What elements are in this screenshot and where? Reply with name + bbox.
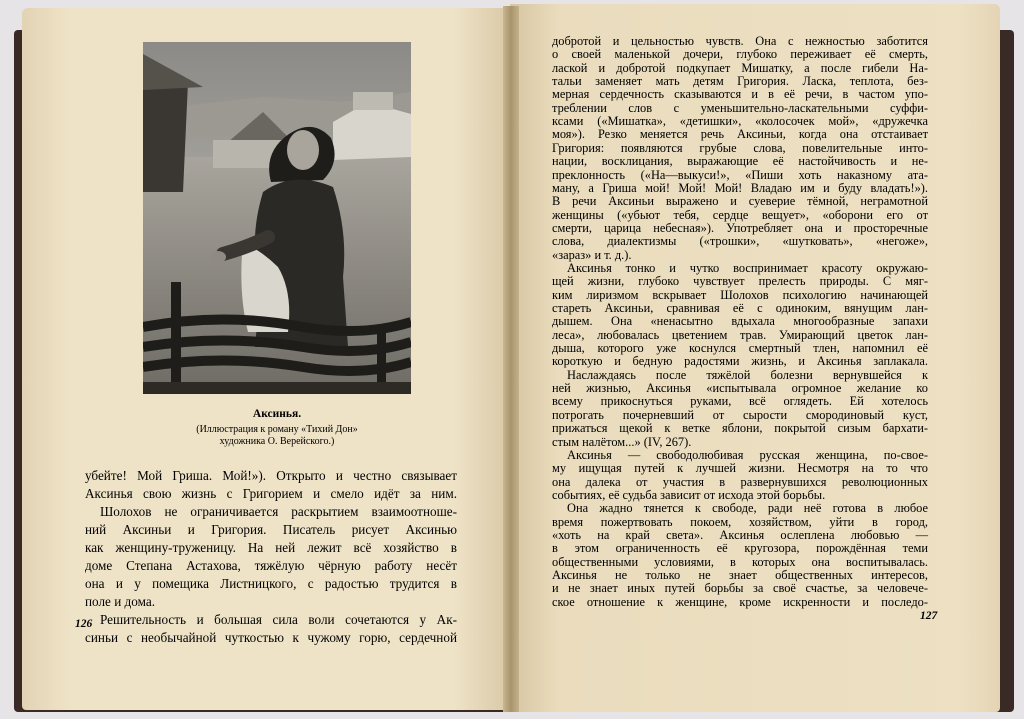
- text-line: стареть Аксиньи, сравнивая её с одиноким, вянущим лан-: [552, 301, 928, 315]
- text-line: Аксинья — свободолюбивая русская женщина, по-свое-: [567, 447, 928, 462]
- text-line: в этом ограниченность её кругозора, порождённая теми: [552, 541, 928, 556]
- text-line: Наслаждаясь после тяжёлой болезни вернувшейся к: [567, 367, 928, 382]
- text-line: лаской и добротой подкупает Мишатку, а после гибели На-: [552, 60, 928, 75]
- text-line: ксами («Мишатка», «детишки», «колосочек мой», «дружечка: [552, 114, 928, 129]
- text-line: Решительность и большая сила воли сочетаются у Ак-: [100, 612, 457, 627]
- text-line: смерти, царица небесная»). Употребляет она и просторечные: [552, 220, 928, 235]
- text-line: и не знает иных путей борьбы за своё счастье, за человече-: [552, 581, 928, 596]
- text-line: дышем. Она «ненасытно вдыхала многообразные запахи: [552, 314, 928, 329]
- text-line: дыша, которого уже коснулся смертный тлен, напомнил её: [552, 341, 928, 356]
- illustration-aksinya: [143, 42, 411, 394]
- text-line: тальи заменяет мать детям Григория. Ласка, теплота, без-: [552, 74, 928, 89]
- text-line: ману, а Гриша мой! Мой! Мой! Владаю им и буду владать!»).: [552, 180, 928, 195]
- text-line: Шолохов не ограничивается раскрытием взаимоотноше-: [100, 504, 457, 519]
- text-line: Аксинья свою жизнь с Григорием и смело идёт за ним.: [85, 486, 457, 501]
- text-line: синьи с необычайной чуткостью к чужому горю, сердечной: [85, 630, 457, 645]
- illustration-credit: [143, 424, 411, 448]
- text-line: потрогать почерневший от сырости смородиновый куст,: [552, 407, 928, 422]
- illustration-credit-line: художника О. Верейского.): [219, 436, 335, 447]
- text-line: доме Степана Астахова, тяжёлую чёрную работу несёт: [85, 558, 457, 573]
- text-line: треблении слов с уменьшительно-ласкательными суффи-: [552, 100, 928, 115]
- text-line: «зараз» и т. д.).: [552, 247, 632, 262]
- text-line: время пожертвовать покоем, хозяйством, уйти в город,: [552, 514, 928, 529]
- page-number-right: 127: [920, 610, 938, 622]
- text-line: поле и дома.: [85, 594, 156, 609]
- text-line: убейте! Мой Гриша. Мой!»). Открыто и честно связывает: [85, 468, 457, 483]
- text-line: ней жизнью, Аксинья «испытывала огромное желание ко: [552, 381, 928, 396]
- text-line: она далека от участия в развернувшихся революционных: [552, 474, 928, 489]
- text-line: добротой и цельностью чувств. Она с нежностью заботится: [552, 34, 928, 48]
- text-line: стым налётом...» (IV, 267).: [552, 434, 692, 449]
- text-line: щей жизни, глубоко чувствует прелесть природы. С мяг-: [552, 274, 928, 289]
- text-line: событиях, её судьба зависит от исхода этой борьбы.: [552, 487, 826, 502]
- text-line: преклонность («На—выкуси!», «Пиши хоть наказному ата-: [552, 167, 928, 182]
- text-line: короткую и бедную радостями жизнь, и Аксинья заплакала.: [552, 354, 928, 369]
- text-line: нации, восклицания, выражающие её настойчивость и не-: [552, 154, 928, 169]
- text-line: леса», любовалась цветением трав. Умирающий цветок лан-: [552, 327, 928, 342]
- illustration-credit-line: (Иллюстрация к роману «Тихий Дон»: [196, 424, 358, 435]
- text-line: слова, диалектизмы («трошки», «шутковать», «негоже»,: [552, 234, 928, 249]
- text-line: о своей маленькой дочери, глубоко переживает её смерть,: [552, 47, 928, 62]
- text-line: Аксинья не только не знает общественных интересов,: [552, 568, 928, 582]
- text-line: му ищущая путей к лучшей жизни. Несмотря на то что: [552, 461, 928, 476]
- text-line: прижаться щекой к ветке яблони, покрытой сизым бархати-: [552, 421, 928, 436]
- text-line: как женщину-труженицу. На ней лежит всё хозяйство в: [85, 540, 457, 555]
- text-line: ское отношение к женщине, кроме искренности и последо-: [552, 594, 928, 609]
- text-line: ким лиризмом вскрывает Шолохов психологию начинающей: [552, 287, 928, 302]
- text-line: моя»). Резко меняется речь Аксиньи, когда она отстаивает: [552, 127, 928, 142]
- page-number-left: 126: [75, 618, 93, 630]
- text-line: всему прикоснуться руками, всё оглядеть. Ей хотелось: [552, 394, 928, 409]
- text-line: В речи Аксиньи выражено и суеверие тёмной, неграмотной: [552, 194, 928, 209]
- text-line: женщины («убьют тебя, сердце вещует», «оборони его от: [552, 207, 928, 222]
- text-line: Она жадно тянется к свободе, ради неё готова в любое: [567, 501, 928, 516]
- text-line: мерная сердечность сказываются и в её речи, в частом упо-: [552, 87, 928, 102]
- text-line: Аксинья тонко и чутко воспринимает красоту окружаю-: [567, 260, 928, 275]
- text-line: она и у помещика Листницкого, с радостью трудится в: [85, 576, 457, 591]
- text-line: «хоть на край света». Аксинья ослеплена любовью —: [552, 527, 928, 542]
- text-line: общественными условиями, в которых она воспитывалась.: [552, 554, 928, 569]
- illustration-title: Аксинья.: [252, 408, 302, 420]
- book-spine: [503, 6, 519, 712]
- text-line: Григория: появляются грубые слова, повелительные инто-: [552, 140, 928, 155]
- text-line: ний Аксиньи и Григория. Писатель рисует Аксинью: [85, 522, 457, 537]
